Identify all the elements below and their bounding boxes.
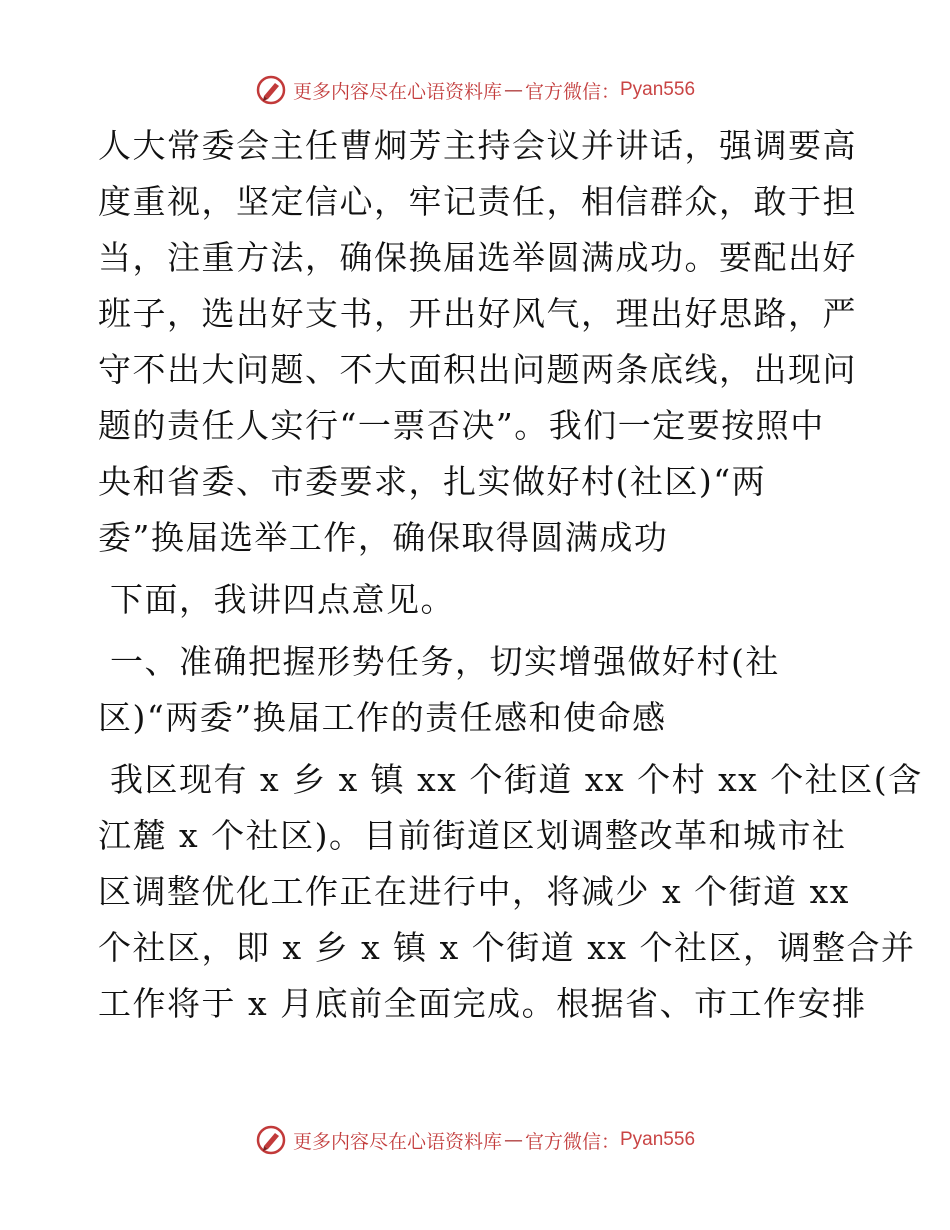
text-line: 我区现有 x 乡 x 镇 xx 个街道 xx 个村 xx 个社区(含 [98,760,923,799]
banner-label: 官方微信： [524,1130,620,1153]
brand-logo-icon [255,74,287,106]
text-line: 委”换届选举工作，确保取得圆满成功 [98,518,669,557]
header-watermark [0,70,950,110]
text-line: 题的责任人实行“一票否决”。我们一定要按照中 [98,406,825,445]
text-line: 区调整优化工作正在进行中，将减少 x 个街道 xx [98,872,850,911]
banner-brand: 更多内容尽在心语资料库 [292,1130,502,1153]
section-heading: 一、准确把握形势任务，切实增强做好村(社 [98,642,780,681]
banner-wechat-id: Pyan556 [620,79,696,100]
text-line: 央和省委、市委要求，扎实做好村(社区)“两 [98,462,767,501]
banner-separator: — [503,79,523,101]
brand-logo-icon [255,1124,287,1156]
banner-brand: 更多内容尽在心语资料库 [292,80,502,103]
text-line: 守不出大问题、不大面积出问题两条底线，出现问 [98,350,857,389]
section-heading: 区)“两委”换届工作的责任感和使命感 [98,698,667,737]
text-line: 江麓 x 个社区)。目前街道区划调整改革和城市社 [98,816,847,855]
text-line: 当，注重方法，确保换届选举圆满成功。要配出好 [98,238,857,277]
footer-watermark [0,1120,950,1160]
text-line: 工作将于 x 月底前全面完成。根据省、市工作安排 [98,984,867,1023]
banner-separator: — [503,1129,523,1151]
text-line: 个社区，即 x 乡 x 镇 x 个街道 xx 个社区，调整合并 [98,928,916,967]
text-line: 人大常委会主任曹炯芳主持会议并讲话，强调要高 [98,126,857,165]
banner-wechat-id: Pyan556 [620,1129,696,1150]
text-line: 度重视，坚定信心，牢记责任，相信群众，敢于担 [98,182,857,221]
banner-label: 官方微信： [524,80,620,103]
text-line: 班子，选出好支书，开出好风气，理出好思路，严 [98,294,857,333]
document-body [98,118,923,1032]
text-line: 下面，我讲四点意见。 [98,580,455,619]
